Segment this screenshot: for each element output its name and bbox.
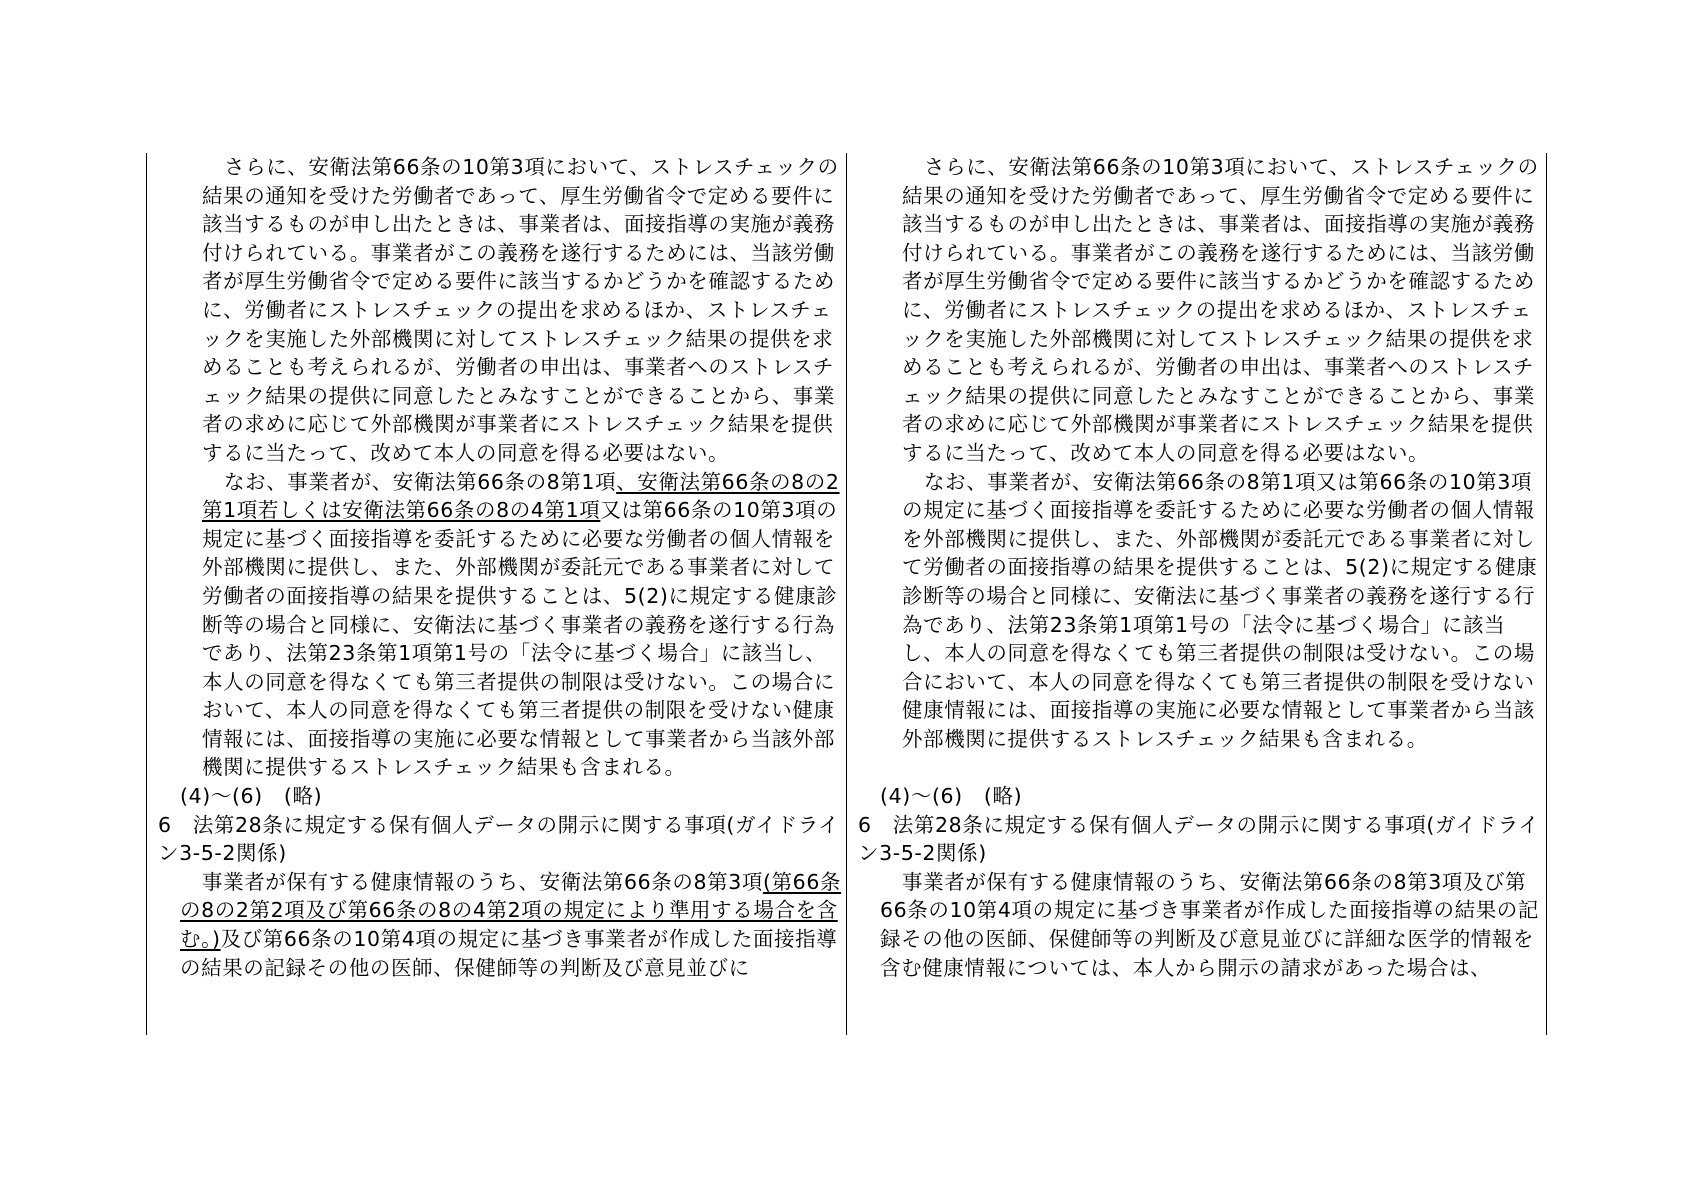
revised-paragraph-stress-check: さらに、安衛法第66条の10第3項において、ストレスチェックの結果の通知を受けた労働者であって、厚生労働省令で定める要件に該当するものが申し出たときは、事業者は、面接指導の実施が義務付けられている。事業者がこの義務を遂行するためには、当該労働者が厚生労働省令で定める要件に該当するかどうかを確認するために、労働者にストレスチェックの提出を求めるほか、ストレスチェックを実施した外部機関に対してストレスチェック結果の提供を求めることも考えられるが、労働者の申出は、事業者へのストレスチェック結果の提供に同意したとみなすことができることから、事業者の求めに応じて外部機関が事業者にストレスチェック結果を提供するに当たって、改めて本人の同意を得る必要はない。: [202, 155, 839, 465]
spacer: [846, 753, 1546, 782]
revised-p2-text-a: なお、事業者が、安衛法第66条の8第1項: [224, 469, 617, 494]
comparison-table: [146, 153, 1546, 1035]
revised-paragraph-disclosure: [146, 868, 846, 982]
current-paragraph-disclosure: 事業者が保有する健康情報のうち、安衛法第66条の8第3項及び第66条の10第4項の規定に基づき事業者が作成した面接指導の結果の記録その他の医師、保健師等の判断及び意見並びに詳細な医学的情報を含む健康情報については、本人から開示の請求があった場合は、: [880, 869, 1540, 980]
current-omitted-items: (4)～(6) (略): [880, 784, 1023, 809]
current-text-column: [846, 153, 1546, 1035]
revised-p3-text-a: 事業者が保有する健康情報のうち、安衛法第66条の8第3項: [202, 869, 763, 894]
current-paragraph-stress-check: さらに、安衛法第66条の10第3項において、ストレスチェックの結果の通知を受けた労働者であって、厚生労働省令で定める要件に該当するものが申し出たときは、事業者は、面接指導の実施が義務付けられている。事業者がこの義務を遂行するためには、当該労働者が厚生労働省令で定める要件に該当するかどうかを確認するために、労働者にストレスチェックの提出を求めるほか、ストレスチェックを実施した外部機関に対してストレスチェック結果の提供を求めることも考えられるが、労働者の申出は、事業者へのストレスチェック結果の提供に同意したとみなすことができることから、事業者の求めに応じて外部機関が事業者にストレスチェック結果を提供するに当たって、改めて本人の同意を得る必要はない。: [902, 155, 1539, 465]
revised-omitted-items: (4)～(6) (略): [180, 784, 323, 809]
revised-section-6-heading: 6 法第28条に規定する保有個人データの開示に関する事項(ガイドライン3-5-2関係): [158, 812, 840, 866]
revised-p2-amendment: 、安衛法第66条の8の2第1項若しくは安衛法第66条の8の4第1項: [202, 469, 840, 523]
revised-p3-amendment: (第66条の8の2第2項及び第66条の8の4第2項の規定により準用する場合を含む。): [180, 869, 842, 952]
revised-paragraph-interview-guidance: [146, 468, 846, 783]
revised-p2-text-b: 又は第66条の10第3項の規定に基づく面接指導を委託するために必要な労働者の個人情報を外部機関に提供し、また、外部機関が委託元である事業者に対して労働者の面接指導の結果を提供することは、5(2)に規定する健康診断等の場合と同様に、安衛法に基づく事業者の義務を遂行する行為であり、法第23条第1項第1号の「法令に基づく場合」に該当し、本人の同意を得なくても第三者提供の制限は受けない。この場合において、本人の同意を得なくても第三者提供の制限を受けない健康情報には、面接指導の実施に必要な情報として事業者から当該外部機関に提供するストレスチェック結果も含まれる。: [202, 498, 838, 780]
revised-text-column: [146, 153, 846, 1035]
current-paragraph-interview-guidance: なお、事業者が、安衛法第66条の8第1項又は第66条の10第3項の規定に基づく面接指導を委託するために必要な労働者の個人情報を外部機関に提供し、また、外部機関が委託元である事業者に対して労働者の面接指導の結果を提供することは、5(2)に規定する健康診断等の場合と同様に、安衛法に基づく事業者の義務を遂行する行為であり、法第23条第1項第1号の「法令に基づく場合」に該当し、本人の同意を得なくても第三者提供の制限は受けない。この場合において、本人の同意を得なくても第三者提供の制限を受けない健康情報には、面接指導の実施に必要な情報として事業者から当該外部機関に提供するストレスチェック結果も含まれる。: [902, 469, 1538, 751]
revised-p3-text-b: 及び第66条の10第4項の規定に基づき事業者が作成した面接指導の結果の記録その他の医師、保健師等の判断及び意見並びに: [180, 927, 838, 980]
table-right-border: [1546, 153, 1547, 1035]
current-section-6-heading: 6 法第28条に規定する保有個人データの開示に関する事項(ガイドライン3-5-2関係): [858, 812, 1540, 866]
